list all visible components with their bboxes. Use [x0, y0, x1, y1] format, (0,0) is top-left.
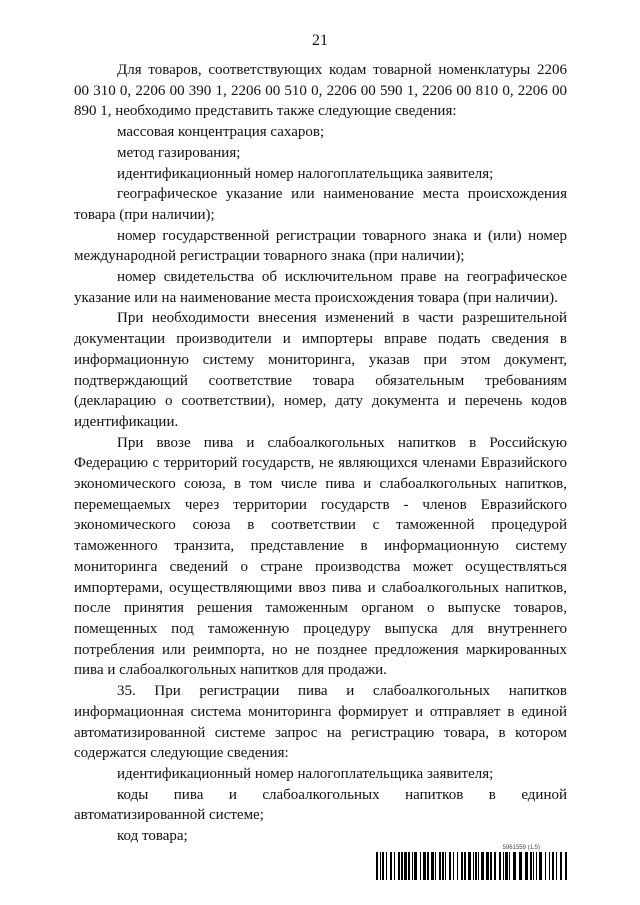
- document-code: 5961559 (1.5): [502, 845, 540, 851]
- paragraph: идентификационный номер налогоплательщика заявителя;: [117, 165, 494, 182]
- paragraph: номер государственной регистрации товарного знака и (или) номер международной регистрации товарного знака (при наличии);: [74, 227, 567, 265]
- paragraph: При необходимости внесения изменений в части разрешительной документации производители и импортеры вправе подать сведения в информационную систему мониторинга, указав при этом документ, подтверждающий соответствие товара обязательным требованиям (декларацию о соответствии), номер, дату документа и перечень кодов идентификации.: [74, 310, 567, 430]
- paragraph: Для товаров, соответствующих кодам товарной номенклатуры 2206 00 310 0, 2206 00 390 1, 2206 00 510 0, 2206 00 590 1, 2206 00 810 0, 2206 00 890 1, необходимо представить также следующие сведения:: [74, 62, 567, 120]
- paragraph: массовая концентрация сахаров;: [117, 124, 325, 141]
- paragraph: идентификационный номер налогоплательщика заявителя;: [117, 765, 494, 782]
- paragraph: При ввозе пива и слабоалкогольных напитков в Российскую Федерацию с территорий государств, не являющихся членами Евразийского экономического союза, в том числе пива и слабоалкогольных напитков, перемещаемых через территории государств - членов Евразийского экономического союза в соответствии с таможенной процедурой таможенного транзита, представление в информационную систему мониторинга сведений о стране производства может осуществляться импортерами, осуществляющими ввоз пива и слабоалкогольных напитков, после принятия решения таможенным органом о выпуске товаров, помещенных под таможенную процедуру выпуска для внутреннего потребления или реимпорта, но не позднее предложения маркированных пива и слабоалкогольных напитков для продажи.: [74, 434, 567, 679]
- barcode: [376, 852, 569, 880]
- paragraph: географическое указание или наименование места происхождения товара (при наличии);: [74, 186, 567, 223]
- paragraph: 35. При регистрации пива и слабоалкогольных напитков информационная система мониторинга формирует и отправляет в единой автоматизированной системе запрос на регистрацию товара, в котором содержатся следующие сведения:: [74, 683, 567, 762]
- document-body: [74, 60, 567, 847]
- paragraph: метод газирования;: [117, 144, 241, 161]
- page-number: 21: [312, 32, 328, 49]
- paragraph: код товара;: [117, 828, 188, 845]
- paragraph: номер свидетельства об исключительном праве на географическое указание или на наименование места происхождения товара (при наличии).: [74, 269, 567, 306]
- paragraph: коды пива и слабоалкогольных напитков в единой автоматизированной системе;: [74, 786, 567, 824]
